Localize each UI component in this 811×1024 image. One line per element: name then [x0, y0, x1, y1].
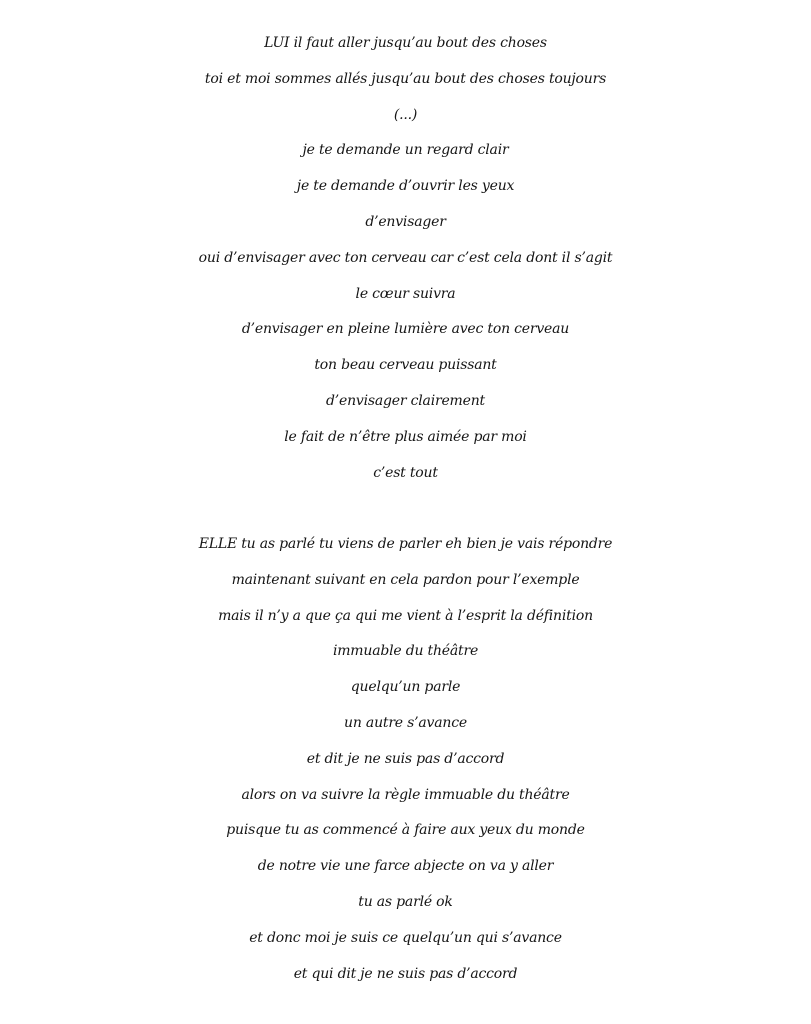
- verse-line: ton beau cerveau puissant: [314, 357, 497, 374]
- verse-line: maintenant suivant en cela pardon pour l’exemple: [231, 571, 580, 588]
- verse-line: tu as parlé ok: [358, 893, 453, 910]
- verse-line: le cœur suivra: [355, 285, 456, 302]
- verse-line: un autre s’avance: [344, 714, 467, 731]
- verse-line: (...): [393, 106, 418, 123]
- verse-line: je te demande d’ouvrir les yeux: [296, 178, 515, 195]
- verse-line: c’est tout: [373, 464, 438, 481]
- verse-line: mais il n’y a que ça qui me vient à l’esprit la définition: [218, 607, 593, 624]
- stanza-lui: [0, 26, 811, 491]
- verse-line: ELLE tu as parlé tu viens de parler eh bien je vais répondre: [198, 536, 613, 552]
- verse-line: et dit je ne suis pas d’accord: [306, 750, 505, 767]
- verse-line: immuable du théâtre: [332, 643, 479, 660]
- stanza-elle: [0, 527, 811, 992]
- verse-line: d’envisager en pleine lumière avec ton cerveau: [241, 321, 570, 338]
- verse-line: et qui dit je ne suis pas d’accord: [293, 965, 518, 982]
- verse-line: quelqu’un parle: [350, 679, 461, 696]
- verse-line: je te demande un regard clair: [302, 142, 509, 159]
- verse-line: oui d’envisager avec ton cerveau car c’est cela dont il s’agit: [198, 249, 613, 266]
- verse-line: de notre vie une farce abjecte on va y aller: [257, 858, 554, 875]
- verse-line: LUI il faut aller jusqu’au bout des choses: [264, 35, 547, 51]
- verse-line: et donc moi je suis ce quelqu’un qui s’avance: [249, 929, 562, 946]
- verse-line: d’envisager clairement: [326, 392, 485, 409]
- verse-line: alors on va suivre la règle immuable du théâtre: [241, 786, 570, 803]
- verse-line: d’envisager: [365, 213, 446, 230]
- verse-line: toi et moi sommes allés jusqu’au bout des choses toujours: [204, 70, 607, 87]
- verse-line: le fait de n’être plus aimée par moi: [284, 428, 527, 445]
- verse-line: puisque tu as commencé à faire aux yeux du monde: [226, 822, 585, 839]
